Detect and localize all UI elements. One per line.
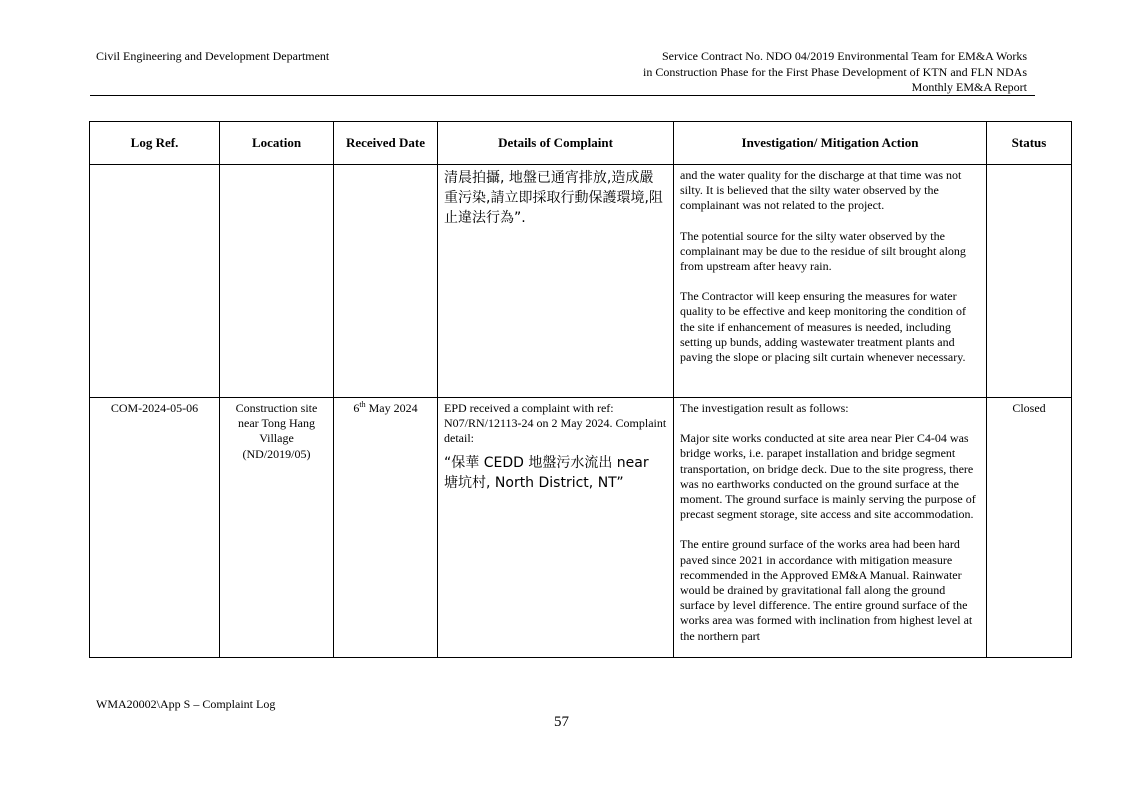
complaint-quote: “保華 CEDD 地盤污水流出 near 塘坑村, North District, NT” (444, 454, 649, 491)
page-number: 57 (554, 714, 569, 730)
received-day-suffix: th (359, 400, 366, 409)
cell-details (438, 398, 674, 658)
col-header-received-date: Received Date (334, 122, 438, 165)
table-row (90, 165, 1072, 398)
investigation-paragraph: The potential source for the silty water observed by the complainant may be due to the residue of silt brought along from upstream after heavy rain. (680, 228, 966, 274)
header-report-title: Monthly EM&A Report (911, 80, 1027, 94)
cell-status (987, 165, 1072, 398)
received-month-year: May 2024 (365, 401, 418, 415)
complaint-intro: EPD received a complaint with ref: N07/RN/12113-24 on 2 May 2024. Complaint detail: (444, 401, 667, 446)
table-row (90, 398, 1072, 658)
col-header-log-ref: Log Ref. (90, 122, 220, 165)
cell-location (220, 165, 334, 398)
complaint-log-table (89, 121, 1072, 658)
investigation-paragraph: The entire ground surface of the works area had been hard paved since 2021 in accordance with mitigation measure recommended in the Approved EM&A Manual. Rainwater would be drained by gravitational fall along the ground surface by level difference. The entire ground surface of the works area was formed with inclination from highest level at the northern part (680, 537, 973, 643)
header-contract-info (507, 49, 1027, 96)
complaint-quote-continuation: 清晨拍攝, 地盤已通宵排放,造成嚴重污染,請立即採取行動保護環境,阻止違法行為”. (444, 170, 663, 226)
investigation-paragraph: Major site works conducted at site area near Pier C4-04 was bridge works, i.e. parapet installation and bridge segment transportation, on bridge deck. Due to the site progress, there was no earthworks conducted on the ground surface at the moment. The ground surface is mainly serving the purpose of precast segment storage, site access and site accommodation. (680, 431, 976, 522)
header-divider (90, 95, 1035, 96)
col-header-status: Status (987, 122, 1072, 165)
investigation-paragraph: and the water quality for the discharge at that time was not silty. It is believed that the silty water observed by the complainant was not related to the project. (680, 168, 962, 213)
cell-location: Construction site near Tong Hang Village (ND/2019/05) (220, 398, 334, 658)
cell-received-date (334, 398, 438, 658)
footer-doc-ref: WMA20002\App S – Complaint Log (96, 697, 276, 711)
cell-details (438, 165, 674, 398)
col-header-location: Location (220, 122, 334, 165)
investigation-paragraph: The Contractor will keep ensuring the measures for water quality to be effective and keep monitoring the condition of the site if enhancement of measures is needed, including setting up bunds, adding wastewater treatment plants and paving the slope or placing silt curtain whenever necessary. (680, 289, 967, 365)
header-contract-line1: Service Contract No. NDO 04/2019 Environmental Team for EM&A Works (661, 49, 1027, 63)
received-day: 6 (353, 401, 360, 415)
table-header-row (90, 122, 1072, 165)
cell-log-ref: COM-2024-05-06 (90, 398, 220, 658)
cell-received-date (334, 165, 438, 398)
col-header-investigation: Investigation/ Mitigation Action (674, 122, 987, 165)
investigation-paragraph: The investigation result as follows: (680, 401, 849, 415)
cell-status: Closed (987, 398, 1072, 658)
cell-investigation (674, 398, 987, 658)
col-header-details: Details of Complaint (438, 122, 674, 165)
cell-investigation (674, 165, 987, 398)
cell-log-ref (90, 165, 220, 398)
header-department: Civil Engineering and Development Department (96, 49, 330, 63)
header-contract-line2: in Construction Phase for the First Phase Development of KTN and FLN NDAs (643, 64, 1027, 79)
